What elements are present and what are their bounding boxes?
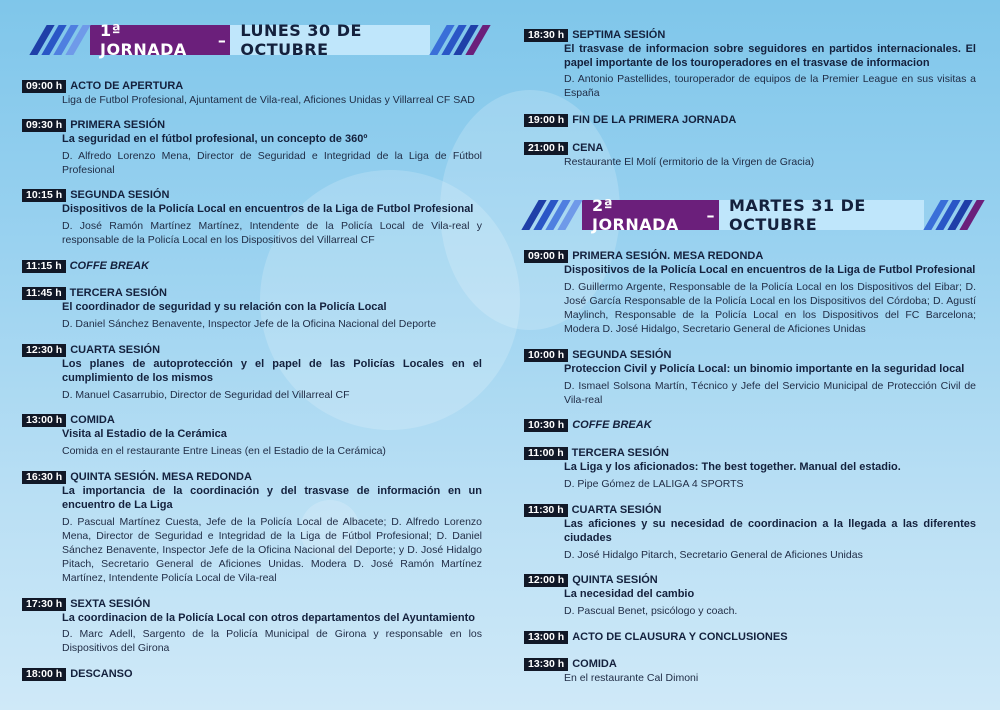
schedule-item bbox=[524, 446, 976, 491]
schedule-item bbox=[524, 28, 976, 100]
time-badge: 13:00 h bbox=[524, 631, 568, 644]
session-title: SEGUNDA SESIÓN bbox=[572, 349, 672, 361]
time-badge: 09:30 h bbox=[22, 119, 66, 132]
session-title: CUARTA SESIÓN bbox=[70, 344, 161, 356]
schedule-item bbox=[524, 573, 976, 618]
time-badge: 13:00 h bbox=[22, 414, 66, 427]
session-title: SEPTIMA SESIÓN bbox=[572, 29, 666, 41]
schedule-item bbox=[524, 141, 976, 169]
schedule-item bbox=[22, 470, 482, 585]
session-title: CUARTA SESIÓN bbox=[571, 504, 662, 516]
session-subtitle: La importancia de la coordinación y del trasvase de información en un encuentro de La Liga bbox=[62, 485, 482, 511]
schedule-item bbox=[524, 113, 976, 127]
time-badge: 16:30 h bbox=[22, 471, 66, 484]
session-title: COMIDA bbox=[572, 658, 617, 670]
session-description: Restaurante El Molí (ermitorio de la Virgen de Gracia) bbox=[564, 156, 815, 168]
session-description: D. José Hidalgo Pitarch, Secretario General de Aficiones Unidas bbox=[564, 549, 863, 561]
session-subtitle: La necesidad del cambio bbox=[564, 588, 695, 600]
session-subtitle: Dispositivos de la Policía Local en encuentros de la Liga de Futbol Profesional bbox=[564, 264, 976, 276]
time-badge: 13:30 h bbox=[524, 658, 568, 671]
session-title: TERCERA SESIÓN bbox=[69, 287, 167, 299]
day1-number: 1ª JORNADA bbox=[90, 25, 218, 55]
schedule-item bbox=[22, 188, 482, 247]
session-title: COFFE BREAK bbox=[69, 260, 150, 272]
schedule-item bbox=[22, 118, 482, 177]
session-title: ACTO DE APERTURA bbox=[70, 80, 184, 92]
session-description: D. Pipe Gómez de LALIGA 4 SPORTS bbox=[564, 478, 744, 490]
schedule-item bbox=[524, 630, 976, 644]
day2-banner bbox=[530, 196, 976, 234]
time-badge: 21:00 h bbox=[524, 142, 568, 155]
session-description: D. Daniel Sánchez Benavente, Inspector Jefe de la Oficina Nacional del Deporte bbox=[62, 318, 437, 330]
time-badge: 19:00 h bbox=[524, 114, 568, 127]
time-badge: 11:45 h bbox=[22, 287, 66, 300]
time-badge: 17:30 h bbox=[22, 598, 66, 611]
session-title: SEGUNDA SESIÓN bbox=[70, 189, 170, 201]
session-subtitle: El trasvase de informacion sobre seguidores en partidos internacionales. El papel importante de los touroperadores en el trasvase de informacion bbox=[564, 43, 976, 69]
session-description: D. Marc Adell, Sargento de la Policía Municipal de Girona y responsable en los Dispositivos del Girona bbox=[62, 628, 482, 654]
session-description: D. Antonio Pastellides, touroperador de equipos de la Premier League en sus visitas a España bbox=[564, 73, 976, 99]
session-title: PRIMERA SESIÓN. MESA REDONDA bbox=[572, 250, 764, 262]
session-subtitle: La Liga y los aficionados: The best together. Manual del estadio. bbox=[564, 461, 901, 473]
time-badge: 10:30 h bbox=[524, 419, 568, 432]
day2-number: 2ª JORNADA bbox=[582, 200, 706, 230]
schedule-item bbox=[22, 259, 482, 273]
time-badge: 11:30 h bbox=[524, 504, 568, 517]
session-title: ACTO DE CLAUSURA Y CONCLUSIONES bbox=[572, 631, 788, 643]
session-subtitle: Dispositivos de la Policía Local en encuentros de la Liga de Futbol Profesional bbox=[62, 203, 474, 215]
schedule-item bbox=[524, 348, 976, 407]
schedule-item bbox=[22, 667, 482, 681]
session-description: D. Pascual Martínez Cuesta, Jefe de la Policía Local de Albacete; D. Alfredo Lorenzo Mena, Director de Seguridad e Integridad de la Liga de Fútbol Profesional; D. Daniel Sánchez Benavente, Inspector Jefe de la Oficina Nacional del Deporte; y D. José Hidalgo Pitach, Secretario General de Aficiones Unidas. Modera D. José Ramón Martínez Martínez, Intendente Policía Local de Vila-real bbox=[62, 516, 482, 584]
time-badge: 09:00 h bbox=[22, 80, 66, 93]
session-title: DESCANSO bbox=[70, 668, 133, 680]
session-title: QUINTA SESIÓN. MESA REDONDA bbox=[70, 471, 252, 483]
session-title: CENA bbox=[572, 142, 604, 154]
schedule-item bbox=[524, 657, 976, 685]
session-subtitle: Las aficiones y su necesidad de coordinacion a la llegada a las diferentes ciudades bbox=[564, 518, 976, 544]
time-badge: 11:15 h bbox=[22, 260, 66, 273]
session-title: TERCERA SESIÓN bbox=[571, 447, 669, 459]
session-subtitle: El coordinador de seguridad y su relación con la Policía Local bbox=[62, 301, 387, 313]
time-badge: 10:00 h bbox=[524, 349, 568, 362]
time-badge: 12:30 h bbox=[22, 344, 66, 357]
session-subtitle: Visita al Estadio de la Cerámica bbox=[62, 428, 227, 440]
session-description: D. Manuel Casarrubio, Director de Seguridad del Villarreal CF bbox=[62, 389, 350, 401]
schedule-item bbox=[524, 503, 976, 562]
day2-date: MARTES 31 DE OCTUBRE bbox=[719, 200, 924, 230]
session-subtitle: Los planes de autoprotección y el papel de las Policías Locales en el cumplimiento de los mismos bbox=[62, 358, 482, 384]
session-description: Liga de Futbol Profesional, Ajuntament de Vila-real, Aficiones Unidas y Villarreal CF SAD bbox=[62, 94, 475, 106]
session-description: D. Ismael Solsona Martín, Técnico y Jefe del Servicio Municipal de Protección Civil de Vila-real bbox=[564, 380, 976, 406]
time-badge: 11:00 h bbox=[524, 447, 568, 460]
session-subtitle: Proteccion Civil y Policía Local: un binomio importante en la seguridad local bbox=[564, 363, 965, 375]
stripes-right-icon bbox=[438, 25, 482, 55]
session-description: Comida en el restaurante Entre Lineas (en el Estadio de la Cerámica) bbox=[62, 445, 386, 457]
session-title: FIN DE LA PRIMERA JORNADA bbox=[572, 114, 737, 126]
session-title: COMIDA bbox=[70, 414, 115, 426]
time-badge: 09:00 h bbox=[524, 250, 568, 263]
schedule-item bbox=[22, 343, 482, 402]
day2-separator: – bbox=[706, 200, 719, 230]
session-description: En el restaurante Cal Dimoni bbox=[564, 672, 699, 684]
schedule-item bbox=[524, 418, 976, 432]
session-subtitle: La coordinacion de la Policía Local con otros departamentos del Ayuntamiento bbox=[62, 612, 475, 624]
schedule-item bbox=[22, 286, 482, 331]
schedule-item bbox=[22, 413, 482, 458]
time-badge: 12:00 h bbox=[524, 574, 568, 587]
session-description: D. José Ramón Martínez Martínez, Intendente de la Policía Local de Vila-real y responsable de la Policía Local en los Dispositivos del Villarreal CF bbox=[62, 220, 482, 246]
stripes-left-icon bbox=[38, 25, 82, 55]
time-badge: 18:30 h bbox=[524, 29, 568, 42]
session-title: PRIMERA SESIÓN bbox=[70, 119, 166, 131]
day1-banner bbox=[38, 21, 482, 59]
session-title: QUINTA SESIÓN bbox=[572, 574, 658, 586]
session-title: COFFE BREAK bbox=[572, 419, 652, 431]
session-title: SEXTA SESIÓN bbox=[70, 598, 151, 610]
session-subtitle: La seguridad en el fútbol profesional, un concepto de 360º bbox=[62, 133, 368, 145]
schedule-item bbox=[22, 597, 482, 655]
schedule-item bbox=[524, 249, 976, 336]
time-badge: 10:15 h bbox=[22, 189, 66, 202]
schedule-item bbox=[22, 79, 482, 107]
session-description: D. Guillermo Argente, Responsable de la Policía Local en los Dispositivos del Eibar; D. José García Responsable de la Policía Local en los Dispositivos del Córdoba; D. Agustí Maylinch, Responsable de la Policía Local en los Dispositivos del FC Barcelona; Modera D. José Hidalgo, Secretario General de Aficiones Unidas bbox=[564, 281, 976, 335]
time-badge: 18:00 h bbox=[22, 668, 66, 681]
day1-date: LUNES 30 DE OCTUBRE bbox=[230, 25, 430, 55]
stripes-left-icon bbox=[530, 200, 574, 230]
session-description: D. Alfredo Lorenzo Mena, Director de Seguridad e Integridad de la Liga de Fútbol Profesional bbox=[62, 150, 482, 176]
session-description: D. Pascual Benet, psicólogo y coach. bbox=[564, 605, 738, 617]
day1-separator: – bbox=[218, 25, 231, 55]
stripes-right-icon bbox=[932, 200, 976, 230]
